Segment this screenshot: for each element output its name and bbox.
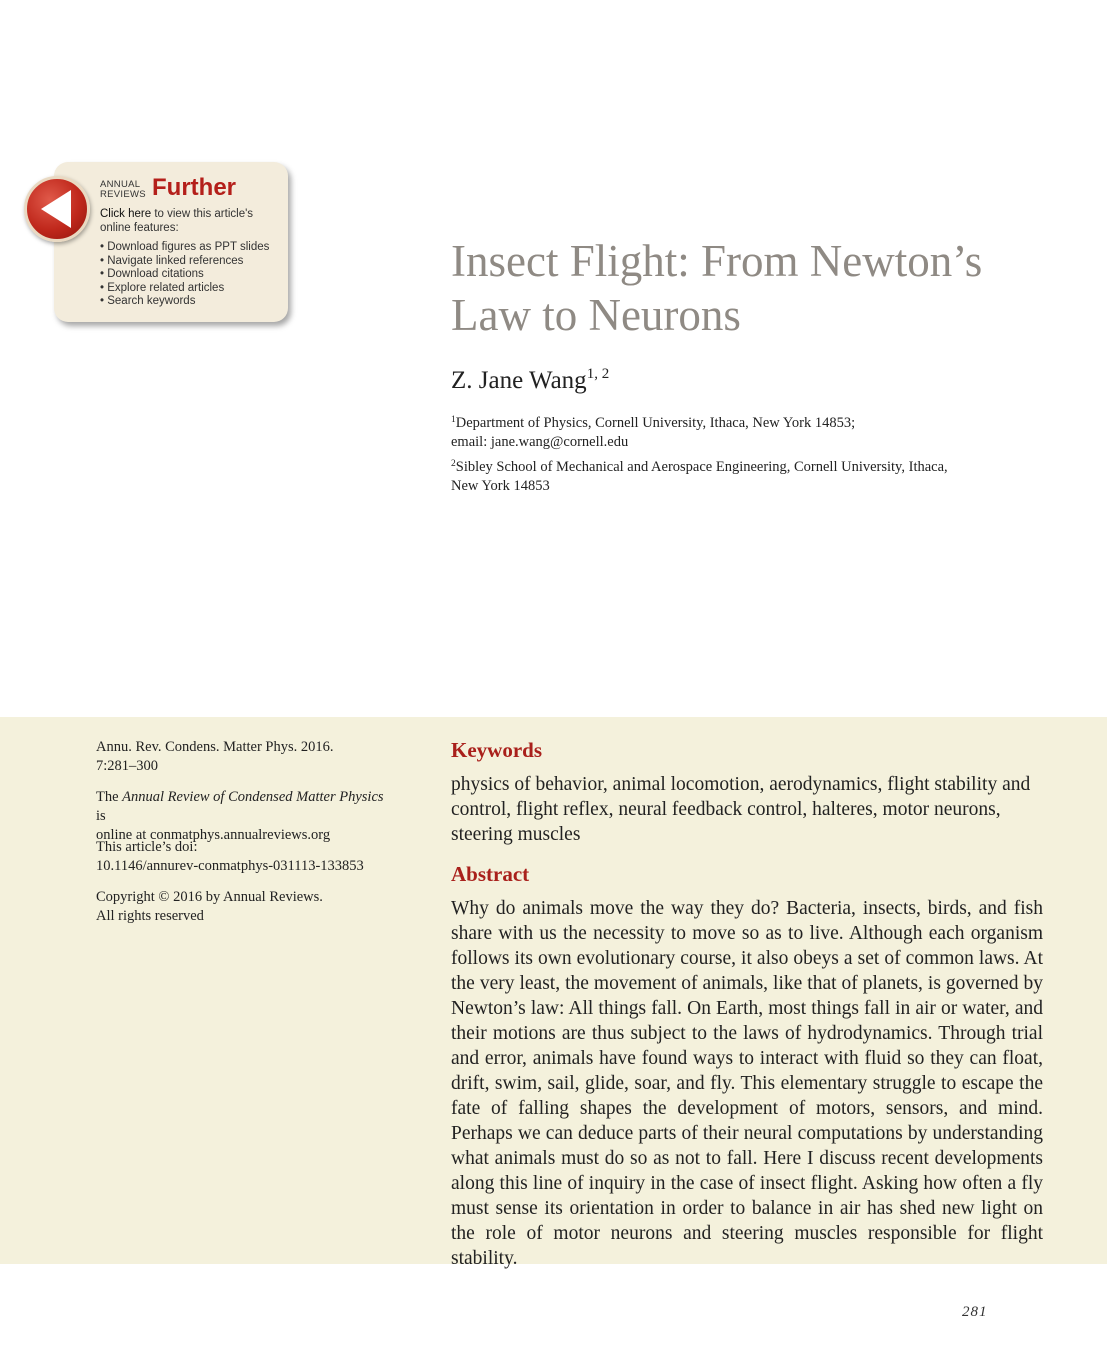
citation [96, 738, 396, 776]
doi-block [96, 838, 396, 876]
affiliation-2-line1: Sibley School of Mechanical and Aerospace Engineering, Cornell University, Ithaca, [455, 459, 948, 475]
affiliation-2-mark: 2 [451, 459, 456, 469]
copyright-line-1: Copyright © 2016 by Annual Reviews. [96, 889, 323, 905]
doi-value[interactable]: 10.1146/annurev-conmatphys-031113-133853 [96, 858, 364, 874]
back-arrow-icon[interactable] [24, 176, 90, 242]
online-availability [96, 788, 396, 845]
affiliation-2-line2: New York 14853 [451, 478, 550, 494]
feature-explore-articles[interactable]: • Explore related articles [100, 282, 285, 296]
affiliation-1-line1: Department of Physics, Cornell University, Ithaca, New York 14853; [455, 415, 856, 431]
keywords-heading: Keywords [451, 738, 542, 762]
feature-search-keywords[interactable]: • Search keywords [100, 295, 285, 309]
abstract-text: Why do animals move the way they do? Bacteria, insects, birds, and fish share with us the necessity to move so as to live. Although each organism follows its own evolutionary course, it also obeys a set of common laws. At the very least, the movement of animals, like that of planets, is governed by Newton’s law: All things fall. On Earth, most things fall in air or water, and their motions are thus subject to the laws of hydrodynamics. Through trial and error, animals have found ways to interact with fluid so they can float, drift, swim, sail, glide, soar, and fly. This elementary struggle to escape the fate of falling shapes the development of motors, sensors, and mind. Perhaps we can deduce parts of their neural computations by understanding what animals must do so as not to fall. Here I discuss recent developments along this line of inquiry in the case of insect flight. Asking how often a fly must sense its orientation in order to balance in air has shed new light on the role of motor neurons and steering muscles responsible for flight stability. [451, 898, 1043, 1269]
abstract-heading: Abstract [451, 862, 530, 886]
further-wordmark: Further [152, 174, 236, 201]
click-here-link[interactable]: Click here [100, 208, 152, 220]
title-line-2: Law to Neurons [451, 290, 741, 340]
affiliation-1-mark: 1 [451, 415, 456, 425]
further-features-box[interactable] [54, 162, 288, 322]
further-feature-list [100, 241, 285, 309]
journal-name: Annual Review of Condensed Matter Physics [122, 789, 384, 805]
citation-line-1: Annu. Rev. Condens. Matter Phys. 2016. [96, 739, 334, 755]
affiliation-1 [451, 411, 1051, 452]
feature-download-citations[interactable]: • Download citations [100, 268, 285, 282]
affiliation-1-email[interactable]: email: jane.wang@cornell.edu [451, 434, 629, 450]
affiliation-2 [451, 455, 1051, 496]
copyright [96, 888, 396, 926]
feature-download-figures[interactable]: • Download figures as PPT slides [100, 241, 285, 255]
citation-line-2: 7:281–300 [96, 758, 159, 774]
copyright-line-2: All rights reserved [96, 908, 204, 924]
further-intro-text: to view this article's online features: [100, 208, 254, 234]
online-pre: The [96, 789, 123, 805]
feature-navigate-references[interactable]: • Navigate linked references [100, 255, 285, 269]
author-text: Z. Jane Wang [451, 367, 587, 394]
further-description [100, 208, 285, 309]
author-affiliation-marks: 1, 2 [586, 366, 610, 382]
article-title [451, 234, 1071, 342]
online-post: is [96, 808, 106, 824]
title-line-1: Insect Flight: From Newton’s [451, 236, 983, 286]
author-name [451, 366, 609, 395]
journal-url[interactable]: online at conmatphys.annualreviews.org [96, 827, 331, 843]
keywords-text: physics of behavior, animal locomotion, aerodynamics, flight stability and control, flight reflex, neural feedback control, halteres, motor neurons, steering muscles [451, 774, 1031, 845]
annual-reviews-wordmark: ANNUAL REVIEWS [100, 179, 146, 200]
doi-label: This article’s doi: [96, 839, 198, 855]
page-number: 281 [962, 1304, 988, 1320]
